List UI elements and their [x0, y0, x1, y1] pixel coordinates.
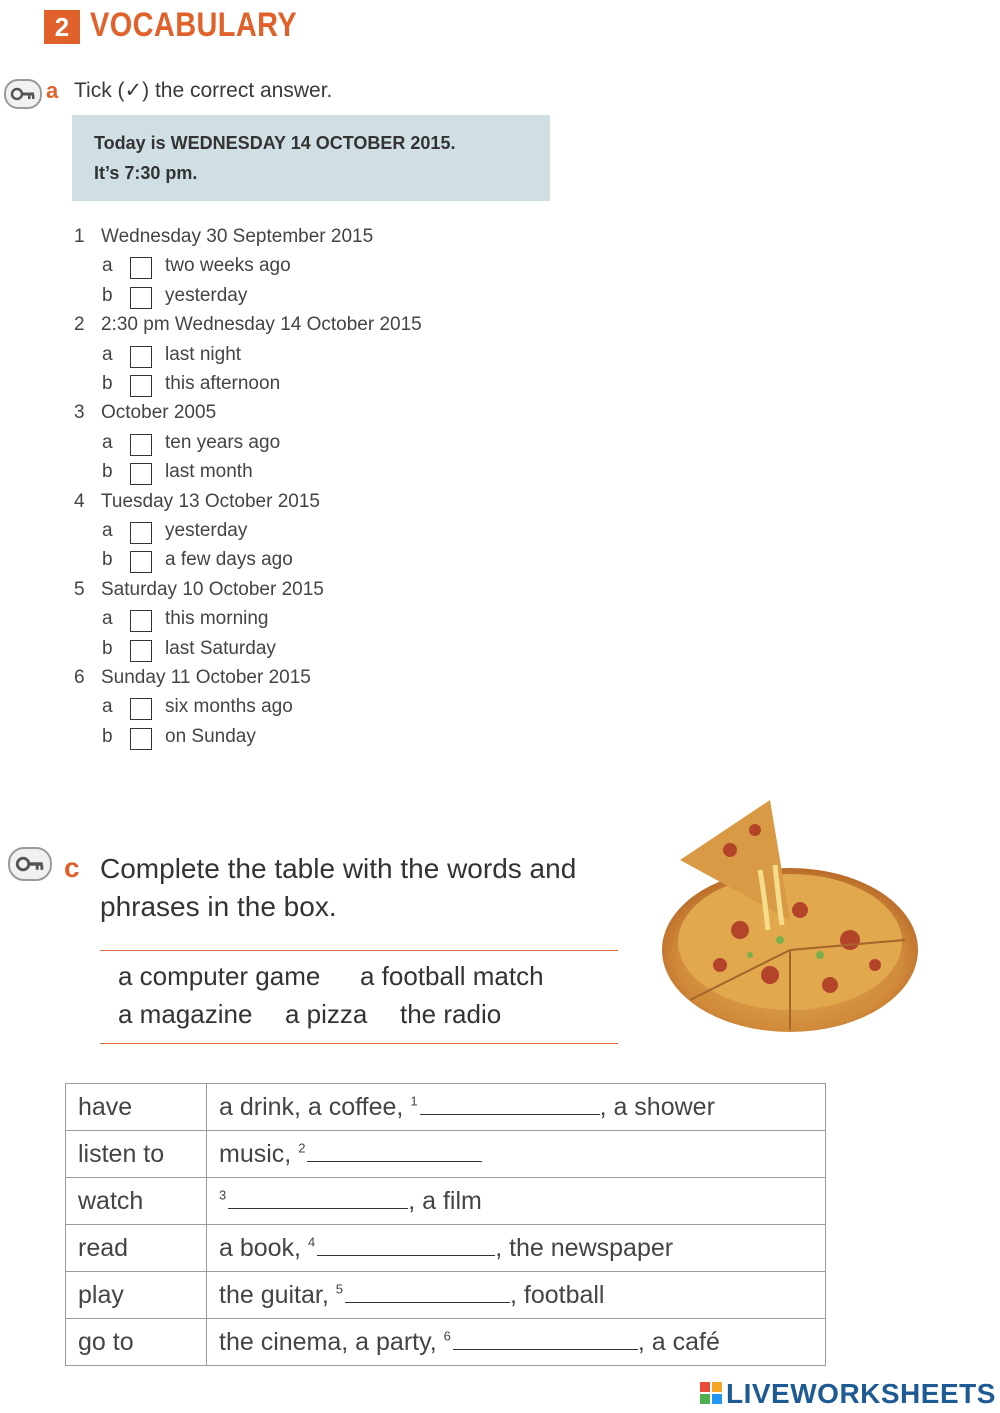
- answer-blank[interactable]: [307, 1139, 482, 1162]
- option-letter: b: [102, 637, 113, 659]
- phrase-after: , a shower: [599, 1093, 715, 1121]
- table-verb: listen to: [66, 1131, 207, 1178]
- phrase-after: , the newspaper: [495, 1234, 674, 1262]
- part-a-letter: a: [46, 78, 59, 103]
- word-item: a computer game: [118, 961, 321, 991]
- liveworksheets-logo-icon: [700, 1382, 722, 1404]
- option-text: ten years ago: [165, 431, 281, 453]
- blank-number: 1: [410, 1093, 418, 1109]
- answer-blank[interactable]: [420, 1092, 600, 1115]
- info-date: Today is WEDNESDAY 14 OCTOBER 2015.: [94, 133, 456, 153]
- option-letter: a: [102, 431, 113, 453]
- word-item: a magazine: [118, 999, 253, 1029]
- phrase-before: a book,: [219, 1234, 308, 1262]
- tick-checkbox[interactable]: [130, 698, 152, 720]
- table-phrases: [207, 1225, 826, 1272]
- option-text: yesterday: [165, 520, 248, 541]
- table-row: [66, 1084, 826, 1131]
- tick-checkbox[interactable]: [130, 463, 152, 485]
- question-number: 6: [74, 667, 85, 688]
- option-text: six months ago: [165, 696, 293, 718]
- option-text: last night: [165, 343, 242, 365]
- section-number: 2: [44, 10, 80, 44]
- part-a-instruction: Tick (✓) the correct answer.: [74, 79, 333, 102]
- option-text: this afternoon: [165, 373, 281, 394]
- option-letter: a: [102, 520, 113, 541]
- liveworksheets-brand: LIVEWORKSHEETS: [726, 1378, 996, 1409]
- blank-number: 3: [219, 1187, 227, 1203]
- tick-checkbox[interactable]: [130, 640, 152, 662]
- blank-number: 5: [335, 1281, 343, 1297]
- phrase-before: the cinema, a party,: [219, 1328, 444, 1356]
- option-text: yesterday: [165, 284, 248, 306]
- option-letter: b: [102, 725, 113, 747]
- question-text: Wednesday 30 September 2015: [101, 226, 374, 247]
- table-phrases: [207, 1319, 826, 1366]
- word-item: the radio: [400, 999, 502, 1029]
- tick-checkbox[interactable]: [130, 257, 152, 279]
- tick-checkbox[interactable]: [130, 728, 152, 750]
- option-letter: b: [102, 549, 113, 571]
- table-verb: watch: [66, 1178, 207, 1225]
- info-time: It’s 7:30 pm.: [94, 163, 198, 183]
- answer-blank[interactable]: [317, 1233, 495, 1256]
- table-verb: have: [66, 1084, 207, 1131]
- part-c-letter: c: [64, 852, 80, 883]
- phrase-after: , a café: [637, 1328, 720, 1356]
- option-letter: b: [102, 461, 113, 483]
- tick-checkbox[interactable]: [130, 346, 152, 368]
- phrase-before: a drink, a coffee,: [219, 1093, 411, 1121]
- section-title: VOCABULARY: [90, 6, 298, 44]
- blank-number: 6: [443, 1328, 451, 1344]
- option-letter: a: [102, 255, 113, 277]
- tick-checkbox[interactable]: [130, 522, 152, 544]
- table-phrases: [207, 1178, 826, 1225]
- word-item: a pizza: [285, 999, 368, 1029]
- question-number: 1: [74, 226, 85, 247]
- table-phrases: [207, 1131, 826, 1178]
- option-text: last month: [165, 461, 253, 483]
- option-text: a few days ago: [165, 549, 293, 571]
- question-text: Tuesday 13 October 2015: [101, 490, 320, 512]
- question-number: 2: [74, 314, 85, 336]
- table-row: [66, 1319, 826, 1366]
- table-row: [66, 1272, 826, 1319]
- part-c-instruction-line1: Complete the table with the words and: [100, 853, 577, 884]
- question-text: October 2005: [101, 402, 217, 424]
- option-letter: b: [102, 284, 113, 306]
- table-phrases: [207, 1084, 826, 1131]
- question-text: 2:30 pm Wednesday 14 October 2015: [101, 314, 422, 336]
- table-row: [66, 1131, 826, 1178]
- blank-number: 4: [307, 1234, 316, 1250]
- pizza-image: [650, 790, 920, 1040]
- option-letter: b: [102, 373, 113, 394]
- tick-checkbox[interactable]: [130, 434, 152, 456]
- table-row: [66, 1225, 826, 1272]
- option-text: two weeks ago: [165, 255, 291, 277]
- table-phrases: [207, 1272, 826, 1319]
- option-letter: a: [102, 343, 113, 365]
- table-row: [66, 1178, 826, 1225]
- option-letter: a: [102, 608, 113, 630]
- phrase-after: , a film: [408, 1187, 482, 1215]
- table-verb: read: [66, 1225, 207, 1272]
- question-text: Sunday 11 October 2015: [101, 667, 311, 688]
- phrase-before: the guitar,: [219, 1281, 336, 1309]
- blank-number: 2: [298, 1140, 306, 1156]
- table-verb: go to: [66, 1319, 207, 1366]
- question-number: 3: [74, 402, 85, 424]
- question-number: 5: [74, 578, 85, 600]
- question-number: 4: [74, 490, 85, 512]
- word-box: [100, 950, 618, 1044]
- info-box: [72, 115, 550, 201]
- vocabulary-table: [65, 1083, 826, 1366]
- answer-blank[interactable]: [453, 1327, 638, 1350]
- part-c-instruction-line2: phrases in the box.: [100, 891, 337, 922]
- key-icon: [4, 79, 42, 109]
- tick-checkbox[interactable]: [130, 551, 152, 573]
- part-c-instruction: [100, 850, 640, 926]
- option-letter: a: [102, 696, 113, 718]
- table-verb: play: [66, 1272, 207, 1319]
- option-text: this morning: [165, 608, 269, 630]
- question-text: Saturday 10 October 2015: [101, 578, 324, 600]
- option-text: on Sunday: [165, 725, 256, 747]
- answer-blank[interactable]: [345, 1280, 510, 1303]
- tick-checkbox[interactable]: [130, 610, 152, 632]
- key-icon: [8, 847, 52, 881]
- word-item: a football match: [360, 961, 544, 991]
- answer-blank[interactable]: [228, 1186, 408, 1209]
- phrase-before: music,: [219, 1140, 299, 1168]
- option-text: last Saturday: [165, 637, 276, 659]
- phrase-after: , football: [509, 1281, 605, 1309]
- tick-checkbox[interactable]: [130, 375, 152, 397]
- tick-checkbox[interactable]: [130, 287, 152, 309]
